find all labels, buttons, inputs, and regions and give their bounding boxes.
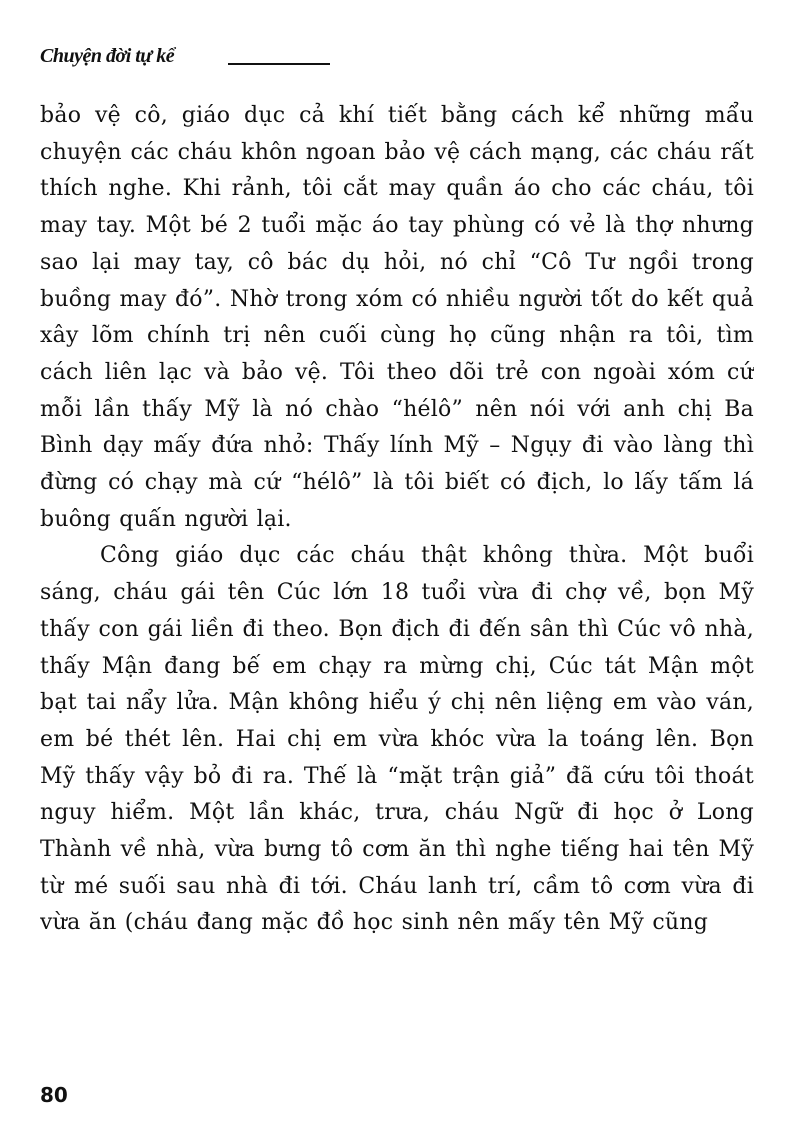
page-number: 80 [40, 1083, 68, 1107]
paragraph-2: Công giáo dục các cháu thật không thừa. Một buổi sáng, cháu gái tên Cúc lớn 18 tuổi vừa đi chợ về, bọn Mỹ thấy con gái liền đi theo. Bọn địch đi đến sân thì Cúc vô nhà, thấy Mận đang bế em chạy ra mừng chị, Cúc tát Mận một bạt tai nẩy lửa. Mận không hiểu ý chị nên liệng em vào ván, em bé thét lên. Hai chị em vừa khóc vừa la toáng lên. Bọn Mỹ thấy vậy bỏ đi ra. Thế là “mặt trận giả” đã cứu tôi thoát nguy hiểm. Một lần khác, trưa, cháu Ngữ đi học ở Long Thành về nhà, vừa bưng tô cơm ăn thì nghe tiếng hai tên Mỹ từ mé suối sau nhà đi tới. Cháu lanh trí, cầm tô cơm vừa đi vừa ăn (cháu đang mặc đồ học sinh nên mấy tên Mỹ cũng [40, 543, 754, 936]
header-rule [228, 63, 330, 65]
running-header [40, 42, 340, 70]
running-title: Chuyện đời tự kể [40, 45, 175, 67]
paragraph-1: bảo vệ cô, giáo dục cả khí tiết bằng cách kể những mẩu chuyện các cháu khôn ngoan bảo vệ cách mạng, các cháu rất thích nghe. Khi rảnh, tôi cắt may quần áo cho các cháu, tôi may tay. Một bé 2 tuổi mặc áo tay phùng có vẻ là thợ nhưng sao lại may tay, cô bác dụ hỏi, nó chỉ “Cô Tư ngồi trong buồng may đó”. Nhờ trong xóm có nhiều người tốt do kết quả xây lõm chính trị nên cuối cùng họ cũng nhận ra tôi, tìm cách liên lạc và bảo vệ. Tôi theo dõi trẻ con ngoài xóm cứ mỗi lần thấy Mỹ là nó chào “hélô” nên nói với anh chị Ba Bình dạy mấy đứa nhỏ: Thấy lính Mỹ – Ngụy đi vào làng thì đừng có chạy mà cứ “hélô” là tôi biết có địch, lo lấy tấm lá buông quấn người lại. [40, 103, 754, 532]
page-body [40, 98, 754, 1038]
